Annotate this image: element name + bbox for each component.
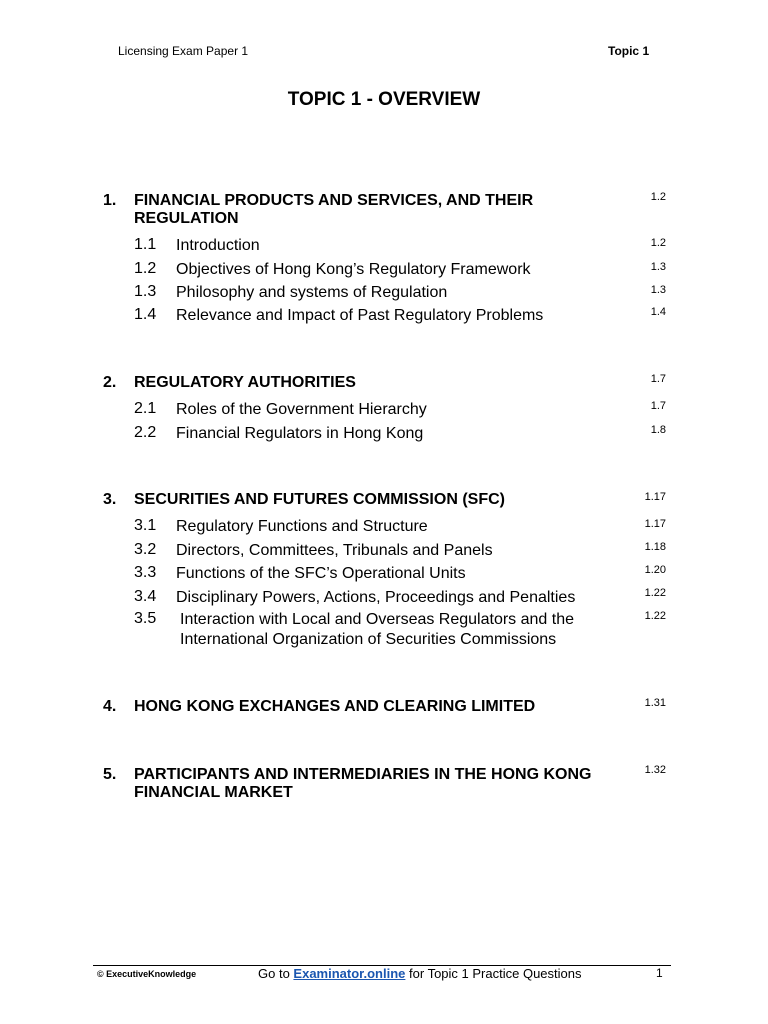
footer-page-number: 1 (656, 966, 663, 980)
sub-title: Objectives of Hong Kong’s Regulatory Framework (176, 261, 531, 278)
sub-number: 2.2 (134, 424, 157, 441)
sub-number: 1.4 (134, 306, 157, 323)
section-number: 1. (103, 192, 117, 209)
sub-number: 3.3 (134, 564, 157, 581)
section-number: 3. (103, 491, 117, 508)
sub-number: 1.3 (134, 283, 157, 300)
section-page: 1.2 (650, 191, 666, 203)
sub-title: Functions of the SFC’s Operational Units (176, 565, 466, 582)
section-number: 2. (103, 374, 117, 391)
footer-promo (258, 966, 581, 981)
sub-page: 1.22 (644, 587, 666, 599)
sub-number: 1.1 (134, 236, 157, 253)
sub-number: 3.1 (134, 517, 157, 534)
sub-number: 1.2 (134, 260, 157, 277)
section-page: 1.17 (644, 491, 666, 503)
sub-page: 1.8 (650, 424, 666, 436)
sub-title: Disciplinary Powers, Actions, Proceedings and Penalties (176, 589, 576, 606)
footer-rest-text: for Topic 1 Practice Questions (409, 966, 582, 981)
section-page: 1.31 (644, 697, 666, 709)
header-left: Licensing Exam Paper 1 (118, 44, 249, 58)
footer-goto-text: Go to (258, 966, 290, 981)
sub-page: 1.17 (644, 518, 666, 530)
sub-page: 1.18 (644, 541, 666, 553)
sub-title: Roles of the Government Hierarchy (176, 401, 427, 418)
sub-page: 1.3 (650, 284, 666, 296)
section-title: PARTICIPANTS AND INTERMEDIARIES IN THE HONG KONG FINANCIAL MARKET (134, 766, 592, 801)
sub-page: 1.4 (650, 306, 666, 318)
sub-page: 1.22 (644, 610, 666, 622)
sub-page: 1.3 (650, 261, 666, 273)
section-number: 4. (103, 698, 117, 715)
sub-number: 3.2 (134, 541, 157, 558)
examinator-link[interactable]: Examinator.online (293, 966, 406, 981)
sub-title: Regulatory Functions and Structure (176, 518, 428, 535)
sub-title: Interaction with Local and Overseas Regulators and the International Organization of Securities Commissions (180, 611, 575, 648)
sub-page: 1.2 (650, 237, 666, 249)
sub-number: 3.4 (134, 588, 157, 605)
sub-title: Financial Regulators in Hong Kong (176, 425, 424, 442)
sub-title: Philosophy and systems of Regulation (176, 284, 448, 301)
page-title: TOPIC 1 - OVERVIEW (287, 89, 481, 110)
footer-copyright: © ExecutiveKnowledge (97, 969, 197, 979)
section-number: 5. (103, 766, 117, 783)
sub-number: 3.5 (134, 610, 157, 627)
section-page: 1.32 (644, 764, 666, 776)
sub-page: 1.7 (650, 400, 666, 412)
sub-title: Directors, Committees, Tribunals and Panels (176, 542, 493, 559)
section-page: 1.7 (650, 373, 666, 385)
section-title: HONG KONG EXCHANGES AND CLEARING LIMITED (134, 698, 536, 715)
sub-title: Relevance and Impact of Past Regulatory Problems (176, 307, 544, 324)
section-title: FINANCIAL PRODUCTS AND SERVICES, AND THEIR REGULATION (134, 192, 534, 227)
sub-number: 2.1 (134, 400, 157, 417)
section-title: SECURITIES AND FUTURES COMMISSION (SFC) (134, 491, 505, 508)
sub-page: 1.20 (644, 564, 666, 576)
header-right: Topic 1 (608, 44, 650, 58)
sub-title: Introduction (176, 237, 260, 254)
section-title: REGULATORY AUTHORITIES (134, 374, 356, 391)
